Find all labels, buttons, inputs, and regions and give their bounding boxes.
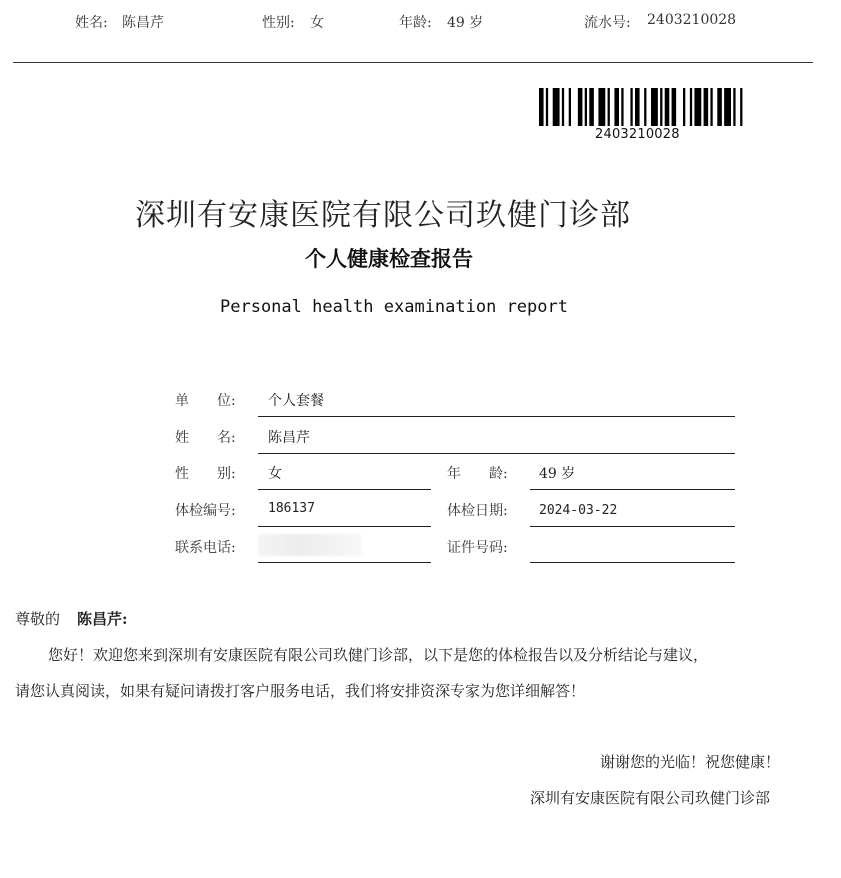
barcode-bar [569, 88, 571, 126]
salutation-name: 陈昌芹: [77, 610, 128, 628]
barcode-bar [562, 88, 564, 126]
exam-no-underline [258, 526, 431, 527]
header-divider [13, 62, 813, 63]
id-label: 证件号码: [447, 540, 508, 556]
barcode-bar [608, 88, 610, 126]
barcode-bar [644, 88, 646, 126]
barcode-bar [665, 88, 670, 126]
barcode-bar [733, 88, 735, 126]
barcode-bar [724, 88, 731, 126]
phone-redacted [258, 534, 362, 556]
letter-body-line1: 您好！欢迎您来到深圳有安康医院有限公司玖健门诊部，以下是您的体检报告以及分析结论与建议， [48, 646, 709, 664]
age-value: 49 岁 [539, 466, 576, 482]
report-title-en: Personal health examination report [220, 297, 568, 317]
header-serial-label: 流水号: [584, 15, 631, 31]
barcode-bar [630, 88, 632, 126]
age-underline [530, 489, 735, 490]
name-underline [258, 453, 735, 454]
gender-value: 女 [268, 466, 282, 482]
phone-label: 联系电话: [175, 540, 236, 556]
unit-value: 个人套餐 [268, 393, 324, 409]
salutation-prefix: 尊敬的 [15, 610, 61, 628]
barcode-number: 2403210028 [595, 127, 680, 142]
unit-label: 单 位: [175, 393, 236, 409]
exam-no-label: 体检编号: [175, 503, 236, 519]
barcode-bar [589, 88, 594, 126]
barcode-bar [683, 88, 685, 126]
barcode-bar [546, 88, 548, 126]
barcode-bar [539, 88, 544, 126]
barcode-bar [585, 88, 587, 126]
name-label: 姓 名: [175, 430, 236, 446]
barcode-bar [621, 88, 623, 126]
barcode-bar [704, 88, 709, 126]
name-value: 陈昌芹 [268, 430, 310, 446]
barcode-bar [614, 88, 619, 126]
age-label: 年 龄: [447, 466, 508, 482]
gender-underline [258, 489, 431, 490]
barcode-bar [578, 88, 583, 126]
report-title-cn: 个人健康检查报告 [305, 246, 473, 271]
barcode-bar [710, 88, 712, 126]
header-name: 陈昌芹 [122, 15, 164, 31]
exam-date-value: 2024-03-22 [539, 503, 618, 518]
phone-underline [258, 562, 431, 563]
barcode-bar [694, 88, 701, 126]
barcode-bar [717, 88, 722, 126]
exam-no-value: 186137 [268, 501, 315, 516]
barcode-bar [635, 88, 640, 126]
barcode-bar [672, 88, 677, 126]
unit-underline [258, 416, 735, 417]
id-underline [530, 562, 735, 563]
barcode-bar [690, 88, 692, 126]
header-age-label: 年龄: [399, 15, 432, 31]
letter-thanks: 谢谢您的光临！祝您健康！ [600, 753, 781, 771]
header-gender: 女 [310, 15, 324, 31]
exam-date-label: 体检日期: [447, 503, 508, 519]
header-name-label: 姓名: [75, 15, 108, 31]
header-gender-label: 性别: [262, 15, 295, 31]
letter-body-line2: 请您认真阅读，如果有疑问请拨打客户服务电话，我们将安排资深专家为您详细解答！ [15, 682, 586, 700]
barcode-bar [553, 88, 560, 126]
hospital-title: 深圳有安康医院有限公司玖健门诊部 [135, 198, 631, 233]
letter-signature: 深圳有安康医院有限公司玖健门诊部 [530, 789, 771, 807]
barcode-bar [660, 88, 662, 126]
header-serial: 2403210028 [647, 12, 737, 28]
barcode-bar [598, 88, 605, 126]
header-age: 49 岁 [447, 15, 484, 31]
exam-date-underline [530, 526, 735, 527]
barcode-bar [740, 88, 742, 126]
gender-label: 性 别: [175, 466, 236, 482]
barcode [539, 88, 747, 126]
barcode-bar [651, 88, 658, 126]
